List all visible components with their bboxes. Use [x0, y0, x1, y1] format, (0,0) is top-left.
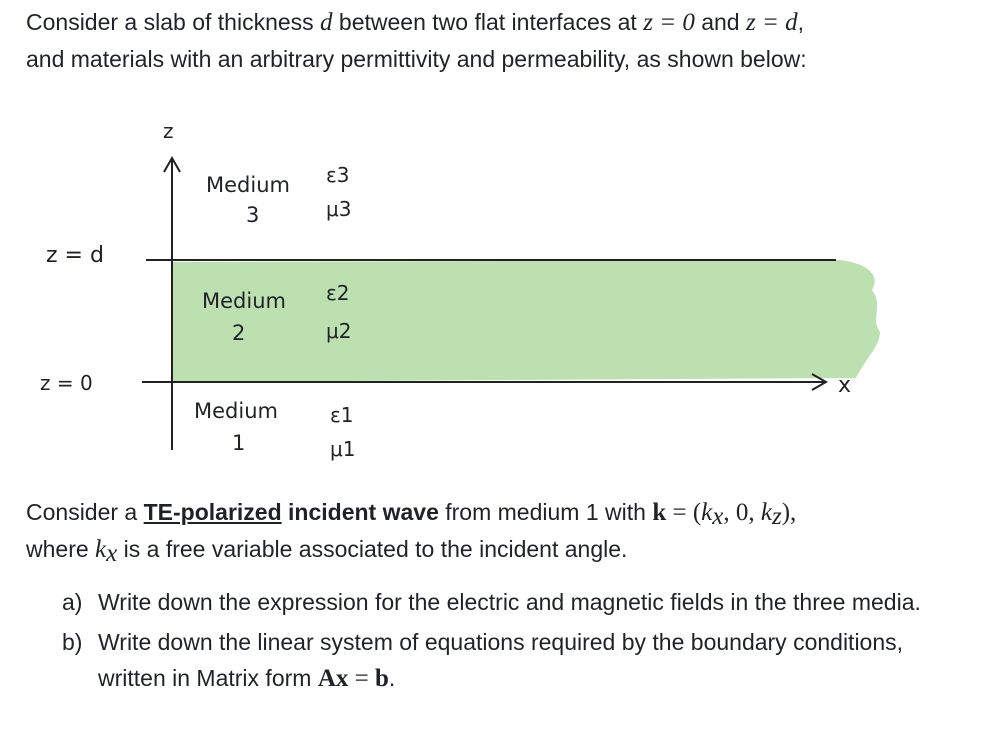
math-text: ),	[781, 499, 797, 526]
medium3-epsilon: ε3	[326, 163, 350, 187]
math-text: , 0,	[723, 499, 761, 526]
math-text: = (	[666, 499, 702, 526]
math-sub: x	[106, 540, 118, 567]
question-label: b)	[62, 629, 83, 655]
math-d: d	[320, 9, 333, 36]
math-text: =	[348, 665, 375, 692]
question-list	[62, 584, 962, 701]
medium1-name: Medium	[194, 399, 278, 423]
x-axis-label: x	[838, 373, 852, 398]
math-A: A	[317, 665, 336, 692]
label-z-equals-0: z = 0	[40, 371, 93, 395]
label-z-equals-d: z = d	[46, 243, 104, 268]
medium1-epsilon: ε1	[330, 403, 354, 427]
incident-wave-term: incident wave	[281, 499, 439, 525]
intro-text: between two flat interfaces at	[332, 9, 644, 35]
slab-diagram	[0, 110, 999, 470]
medium3-number: 3	[246, 203, 260, 227]
medium3-name: Medium	[206, 173, 290, 197]
medium2-name: Medium	[202, 289, 286, 313]
intro-text: Consider a slab of thickness	[26, 9, 321, 35]
medium3-mu: μ3	[326, 197, 352, 221]
math-sub: z	[771, 503, 782, 530]
question-a	[62, 584, 962, 620]
intro-text: ,	[797, 9, 804, 35]
wave-paragraph	[26, 494, 986, 568]
question-text-part: .	[388, 665, 396, 691]
math-kz: k	[760, 499, 772, 526]
math-sub: x	[712, 503, 724, 530]
math-x: x	[335, 665, 349, 692]
question-text-part: Write down the linear system of equations required by the boundary conditions, written in Matrix form	[98, 629, 904, 691]
question-text: Write down the expression for the electric and magnetic fields in the three media.	[98, 589, 921, 615]
wave-text: where	[26, 536, 96, 562]
wave-text: is a free variable associated to the incident angle.	[117, 536, 628, 562]
question-label: a)	[62, 589, 83, 615]
question-b	[62, 624, 962, 697]
slab-region	[172, 260, 880, 382]
medium1-number: 1	[232, 431, 246, 455]
te-polarized-term: TE-polarized	[143, 499, 282, 525]
math-k-vector: k	[652, 499, 667, 526]
medium2-epsilon: ε2	[326, 281, 350, 305]
medium2-number: 2	[232, 321, 246, 345]
wave-text: from medium 1 with	[438, 499, 653, 525]
medium2-mu: μ2	[326, 319, 352, 343]
intro-text: and	[694, 9, 746, 35]
z-axis-label: z	[163, 119, 174, 143]
wave-text: Consider a	[26, 499, 144, 525]
math-b: b	[375, 665, 389, 692]
math-zd: z = d	[745, 9, 798, 36]
medium1-mu: μ1	[330, 437, 356, 461]
question-text	[98, 624, 962, 697]
intro-line-2: and materials with an arbitrary permittivity and permeability, as shown below:	[26, 46, 807, 72]
math-z0: z = 0	[643, 9, 695, 36]
math-kx: k	[701, 499, 713, 526]
math-kx: k	[95, 536, 107, 563]
intro-paragraph	[26, 4, 986, 78]
